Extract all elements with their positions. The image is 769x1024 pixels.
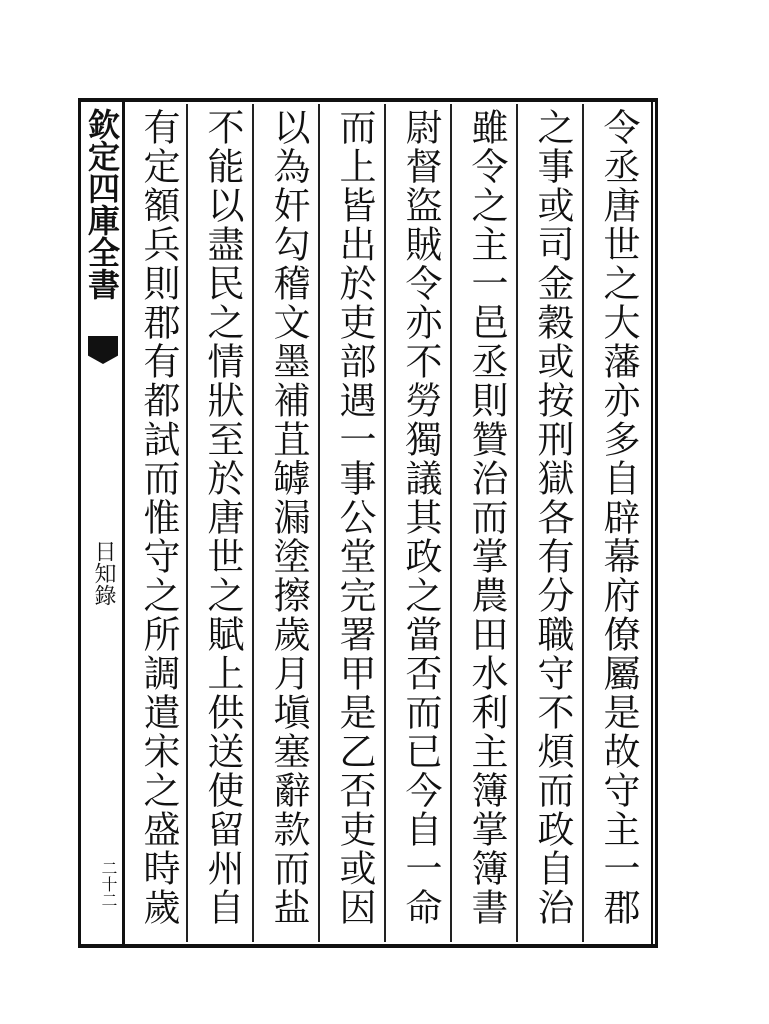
fish-tail-mark — [88, 336, 118, 364]
text-column-5: 而上皆出於吏部遇一事公堂完署甲是乙否吏或因 — [333, 108, 376, 927]
text-column-6: 以為奸勾稽文墨補苴罅漏塗擦歲月塡塞辭款而盐 — [267, 108, 310, 927]
frame-left-border — [78, 98, 81, 948]
text-columns — [126, 104, 650, 942]
page-number: 二十二 — [99, 860, 118, 908]
text-column-4: 尉督盜賊令亦不勞獨議其政之當否而已今自一命 — [399, 108, 442, 927]
text-column-7: 不能以盡民之情狀至於唐世之賦上供送使留州自 — [201, 108, 244, 927]
book-title: 日知錄 — [91, 540, 116, 606]
margin-separator — [122, 100, 125, 946]
frame-right-inner-border — [651, 98, 653, 948]
collection-title: 欽定四庫全書 — [83, 108, 121, 300]
text-column-2: 之事或司金穀或按刑獄各有分職守不煩而政自治 — [531, 108, 574, 927]
text-column-3: 雖令之主一邑丞則贊治而掌農田水利主簿掌簿書 — [465, 108, 508, 927]
margin-column — [82, 100, 122, 946]
text-column-1: 令丞唐世之大藩亦多自辟幕府僚屬是故守主一郡 — [597, 108, 640, 927]
text-column-8: 有定額兵則郡有都試而惟守之所調遣宋之盛時歲 — [137, 108, 180, 927]
